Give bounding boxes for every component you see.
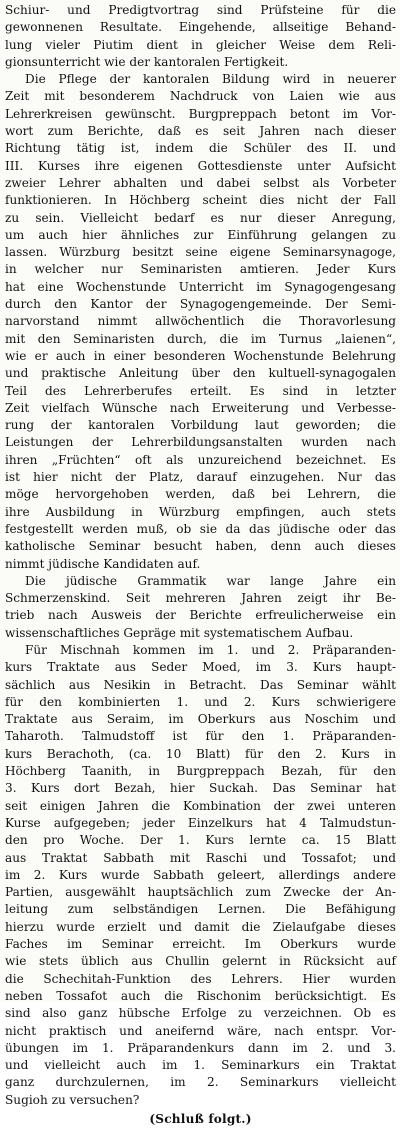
text-line: Lehrerkreisen gewünscht. Burgpreppach betont im Vor- — [5, 106, 396, 121]
text-line: aus Traktat Sabbath mit Raschi und Tossafot; und — [5, 850, 396, 865]
text-line: in welcher nur Seminaristen amtieren. Jeder Kurs — [5, 262, 396, 277]
text-line: mit den Seminaristen durch, die im Turnus „laienen“, — [5, 331, 396, 346]
text-line: gionsunterricht wie der kantoralen Fertigkeit. — [5, 54, 289, 69]
text-line: Die Pflege der kantoralen Bildung wird in neuerer — [25, 72, 396, 87]
text-line: Taharoth. Talmudstoff ist für den 1. Präparanden- — [5, 729, 396, 744]
text-line: für den kombinierten 1. und 2. Kurs schwierigere — [5, 694, 396, 709]
text-line: um auch hier ähnliches zur Einführung gelangen zu — [5, 227, 396, 242]
text-line: III. Kurses ihre eigenen Gottesdienste unter Aufsicht — [5, 158, 396, 173]
text-line: gewonnenen Resultate. Eingehende, allseitige Behand- — [5, 20, 396, 35]
text-line: 3. Kurs dort Bezah, hier Suckah. Das Seminar hat — [5, 781, 396, 796]
text-line: Schiur- und Predigtvortrag sind Prüfsteine für die — [5, 3, 396, 17]
paragraph — [5, 71, 396, 573]
text-line: Traktate aus Seraim, im Oberkurs aus Noschim und — [5, 712, 396, 727]
text-line: rung der kantoralen Vorbildung laut geworden; die — [5, 418, 396, 433]
text-line: Partien, ausgewählt hauptsächlich zum Zwecke der An- — [5, 885, 396, 900]
text-line: sind also ganz hübsche Erfolge zu verzeichnen. Ob es — [5, 1006, 396, 1021]
text-line: übungen im 1. Präparandenkurs dann im 2. und 3. — [5, 1040, 396, 1055]
text-line: lung vieler Piutim dient in gleicher Weise dem Reli- — [5, 37, 396, 52]
text-line: zu sein. Vielleicht bedarf es nur dieser Anregung, — [5, 210, 396, 225]
paragraph — [5, 642, 396, 1109]
text-line: narvorstand nimmt allwöchentlich die Thoravorlesung — [5, 314, 396, 329]
text-line: seit einigen Jahren die Kombination der zwei unteren — [5, 798, 396, 813]
text-line: durch den Kantor der Synagogengemeinde. Der Semi- — [5, 297, 396, 312]
text-line: Sugioh zu versuchen? — [5, 1092, 140, 1107]
text-line: festgestellt werden muß, ob sie da das jüdische oder das — [5, 521, 396, 536]
text-line: Höchberg Taanith, in Burgpreppach Bezah, für den — [5, 764, 396, 779]
text-line: nimmt jüdische Kandidaten auf. — [5, 556, 201, 571]
text-line: Faches im Seminar erreicht. Im Oberkurs wurde — [5, 937, 396, 952]
text-line: und praktische Anleitung über den kultuell-synagogalen — [5, 366, 396, 381]
continuation-note: (Schluß folgt.) — [149, 1112, 252, 1126]
text-line: sächlich aus Nesikin in Betracht. Das Seminar wählt — [5, 677, 396, 692]
text-line: den pro Woche. Der 1. Kurs lernte ca. 15 Blatt — [5, 833, 396, 848]
text-line: leitung zum selbständigen Lernen. Die Befähigung — [5, 902, 396, 917]
text-line: Leistungen der Lehrerbildungsanstalten wurden nach — [5, 435, 396, 450]
text-line: kurs Berachoth, (ca. 10 Blatt) für den 2. Kurs in — [5, 746, 396, 761]
text-line: nicht praktisch und aneifernd wäre, nach entspr. Vor- — [5, 1023, 396, 1038]
text-line: Richtung tätig ist, indem die Schüler des II. und — [5, 141, 396, 156]
text-line: die Schechitah-Funktion des Lehrers. Hier wurden — [5, 971, 396, 986]
text-line: lassen. Würzburg besitzt seine eigene Seminarsynagoge, — [5, 245, 396, 260]
text-line: Schmerzenskind. Seit mehreren Jahren zeigt ihr Be- — [5, 591, 396, 606]
text-line: funktionieren. In Höchberg scheint dies nicht der Fall — [5, 193, 396, 208]
text-line: Die jüdische Grammatik war lange Jahre ein — [25, 573, 396, 588]
text-line: wie stets üblich aus Chullin gelernt in Rücksicht auf — [5, 954, 396, 969]
text-line: wissenschaftliches Gepräge mit systematischem Aufbau. — [5, 625, 354, 640]
text-line: Kurse aufgegeben; jeder Einzelkurs hat 4 Talmudstun- — [5, 815, 396, 830]
text-line: wort zum Berichte, daß es seit Jahren nach dieser — [5, 124, 396, 139]
text-line: trieb nach Ausweis der Berichte erfreulicherweise ein — [5, 608, 396, 623]
text-line: möge hervorgehoben werden, daß bei Lehrern, die — [5, 487, 396, 502]
text-line: im 2. Kurs wurde Sabbath geleert, allerdings andere — [5, 867, 396, 882]
text-line: zweier Lehrer abhalten und dabei selbst als Vorbeter — [5, 175, 396, 190]
article-body — [5, 2, 396, 1109]
text-line: und vielleicht auch im 1. Seminarkurs ein Traktat — [5, 1058, 396, 1073]
text-line: Zeit mit besonderem Nachdruck von Laien wie aus — [5, 89, 396, 104]
text-line: ganz durchzulernen, im 2. Seminarkurs vielleicht — [5, 1075, 396, 1090]
text-line: kurs Traktate aus Seder Moed, im 3. Kurs haupt- — [5, 660, 396, 675]
paragraph — [5, 2, 396, 71]
text-line: Zeit vielfach Wünsche nach Erweiterung und Verbesse- — [5, 400, 396, 415]
text-line: Für Mischnah kommen im 1. und 2. Präparanden- — [25, 642, 396, 657]
text-line: ihren „Früchten“ oft als unzureichend bezeichnet. Es — [5, 452, 396, 467]
text-line: hat eine Wochenstunde Unterricht im Synagogengesang — [5, 279, 396, 294]
text-line: neben Tossafot auch die Rischonim berücksichtigt. Es — [5, 988, 396, 1003]
text-line: hierzu wurde erzielt und damit die Zielaufgabe dieses — [5, 919, 396, 934]
paragraph — [5, 573, 396, 642]
text-line: Teil des Lehrerberufes erteilt. Es sind in letzter — [5, 383, 396, 398]
text-line: katholische Seminar besucht haben, denn auch dieses — [5, 539, 396, 554]
text-line: ist hier nicht der Platz, darauf einzugehen. Nur das — [5, 470, 396, 485]
text-line: wie er auch in einer besonderen Wochenstunde Belehrung — [5, 348, 396, 363]
text-line: ihre Ausbildung in Würzburg empfingen, auch stets — [5, 504, 396, 519]
